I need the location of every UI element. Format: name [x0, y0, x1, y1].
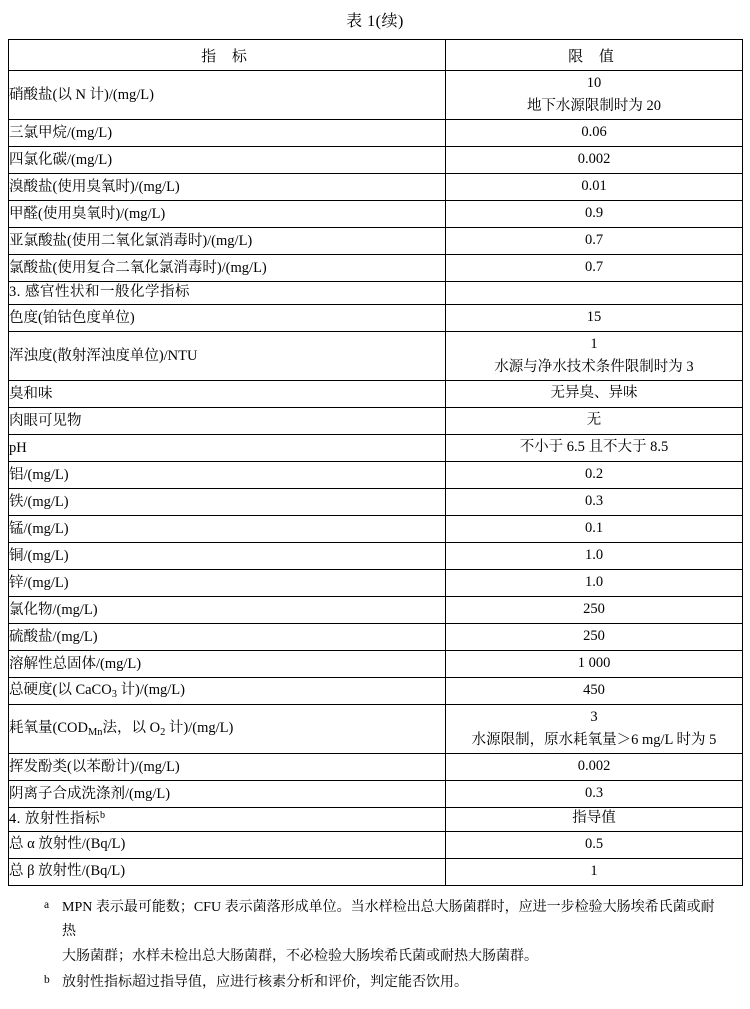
- table-row: [9, 831, 743, 858]
- table-row: [9, 515, 743, 542]
- section-label: 3. 感官性状和一般化学指标: [9, 282, 446, 305]
- limit-cell: 无: [446, 407, 743, 434]
- table-row: [9, 201, 743, 228]
- section-value-cell: [446, 282, 743, 305]
- limit-cell: 0.002: [446, 147, 743, 174]
- indicator-cell: 肉眼可见物: [9, 407, 446, 434]
- limit-cell: [446, 71, 743, 120]
- limit-cell: [446, 331, 743, 380]
- limit-cell: 450: [446, 677, 743, 704]
- footnote: [42, 896, 716, 970]
- table-row: [9, 569, 743, 596]
- indicator-cell: pH: [9, 434, 446, 461]
- limit-note: 水源与净水技术条件限制时为 3: [494, 358, 694, 375]
- limit-cell: 0.9: [446, 201, 743, 228]
- water-quality-table: [8, 39, 743, 886]
- table-body: [9, 40, 743, 886]
- table-row: [9, 147, 743, 174]
- table-row: [9, 255, 743, 282]
- table-row: [9, 380, 743, 407]
- table-row: [9, 753, 743, 780]
- section-value-cell: 指导值: [446, 807, 743, 831]
- table-row: [9, 704, 743, 753]
- indicator-cell: 臭和味: [9, 380, 446, 407]
- limit-cell: 0.7: [446, 228, 743, 255]
- table-section-row: [9, 807, 743, 831]
- table-row: [9, 596, 743, 623]
- limit-value: 3: [590, 708, 598, 725]
- indicator-cell: 锌/(mg/L): [9, 569, 446, 596]
- table-row: [9, 461, 743, 488]
- limit-cell: 15: [446, 304, 743, 331]
- indicator-cell: 硫酸盐/(mg/L): [9, 623, 446, 650]
- table-row: [9, 304, 743, 331]
- limit-cell: 1 000: [446, 650, 743, 677]
- limit-cell: 1: [446, 858, 743, 885]
- limit-cell: 0.7: [446, 255, 743, 282]
- section-label: 4. 放射性指标$^b$: [9, 807, 446, 831]
- table-row: [9, 780, 743, 807]
- header-indicator: 指 标: [9, 40, 446, 71]
- limit-cell: 250: [446, 623, 743, 650]
- table-row: [9, 542, 743, 569]
- footnote-marker: b: [44, 974, 50, 987]
- indicator-cell: 阴离子合成洗涤剂/(mg/L): [9, 780, 446, 807]
- footnote: [42, 971, 716, 996]
- indicator-cell: 硝酸盐(以 N 计)/(mg/L): [9, 71, 446, 120]
- limit-note: 地下水源限制时为 20: [526, 98, 662, 114]
- limit-cell: 无异臭、异味: [446, 380, 743, 407]
- table-notes: [8, 886, 742, 996]
- footnote-marker: a: [44, 898, 50, 911]
- indicator-cell: 总 α 放射性/(Bq/L): [9, 831, 446, 858]
- indicator-cell: 溶解性总固体/(mg/L): [9, 650, 446, 677]
- indicator-cell: 铝/(mg/L): [9, 461, 446, 488]
- limit-cell: 0.2: [446, 461, 743, 488]
- limit-cell: 0.06: [446, 120, 743, 147]
- indicator-cell: 氯化物/(mg/L): [9, 596, 446, 623]
- limit-cell: 250: [446, 596, 743, 623]
- footnote-line: 放射性指标超过指导值，应进行核素分析和评价，判定能否饮用。: [62, 975, 468, 991]
- table-row: [9, 331, 743, 380]
- footnote-text: [62, 896, 716, 970]
- indicator-cell: 总硬度(以 CaCO$_3$ 计)/(mg/L): [9, 677, 446, 704]
- indicator-cell: 耗氧量($COD_{Mn}$法，以 $O_2$ 计)/(mg/L): [9, 704, 446, 753]
- table-row: [9, 71, 743, 120]
- limit-value: 1: [590, 335, 598, 352]
- indicator-cell: 铁/(mg/L): [9, 488, 446, 515]
- footnote-line: 大肠菌群；水样未检出总大肠菌群，不必检验大肠埃希氏菌或耐热大肠菌群。: [62, 948, 538, 964]
- table-section-row: [9, 282, 743, 305]
- limit-note: 水源限制，原水耗氧量＞6 mg/L 时为 5: [471, 731, 717, 748]
- limit-cell: 1.0: [446, 542, 743, 569]
- indicator-cell: 亚氯酸盐(使用二氧化氯消毒时)/(mg/L): [9, 228, 446, 255]
- table-row: [9, 650, 743, 677]
- indicator-cell: 浑浊度(散射浑浊度单位)/NTU: [9, 331, 446, 380]
- limit-cell: [446, 704, 743, 753]
- indicator-cell: 三氯甲烷/(mg/L): [9, 120, 446, 147]
- table-header-row: [9, 40, 743, 71]
- table-row: [9, 434, 743, 461]
- limit-cell: 0.002: [446, 753, 743, 780]
- indicator-cell: 溴酸盐(使用臭氧时)/(mg/L): [9, 174, 446, 201]
- limit-cell: 0.01: [446, 174, 743, 201]
- table-row: [9, 488, 743, 515]
- table-row: [9, 623, 743, 650]
- indicator-cell: 甲醛(使用臭氧时)/(mg/L): [9, 201, 446, 228]
- limit-value: 10: [586, 74, 602, 91]
- table-row: [9, 228, 743, 255]
- indicator-cell: 锰/(mg/L): [9, 515, 446, 542]
- indicator-cell: 四氯化碳/(mg/L): [9, 147, 446, 174]
- footnote-line: MPN 表示最可能数；CFU 表示菌落形成单位。当水样检出总大肠菌群时，应进一步检验大肠埃希氏菌或耐热: [62, 899, 715, 940]
- limit-cell: 0.3: [446, 488, 743, 515]
- header-limit: 限 值: [446, 40, 743, 71]
- indicator-cell: 总 β 放射性/(Bq/L): [9, 858, 446, 885]
- limit-cell: 1.0: [446, 569, 743, 596]
- indicator-cell: 氯酸盐(使用复合二氧化氯消毒时)/(mg/L): [9, 255, 446, 282]
- limit-cell: 0.1: [446, 515, 743, 542]
- table-caption: 表 1(续): [346, 13, 404, 30]
- limit-cell: 0.5: [446, 831, 743, 858]
- table-row: [9, 407, 743, 434]
- limit-cell: 0.3: [446, 780, 743, 807]
- footnote-text: [62, 971, 716, 996]
- table-row: [9, 858, 743, 885]
- indicator-cell: 铜/(mg/L): [9, 542, 446, 569]
- table-row: [9, 120, 743, 147]
- table-row: [9, 174, 743, 201]
- table-row: [9, 677, 743, 704]
- limit-cell: 不小于 6.5 且不大于 8.5: [446, 434, 743, 461]
- indicator-cell: 色度(铂钴色度单位): [9, 304, 446, 331]
- indicator-cell: 挥发酚类(以苯酚计)/(mg/L): [9, 753, 446, 780]
